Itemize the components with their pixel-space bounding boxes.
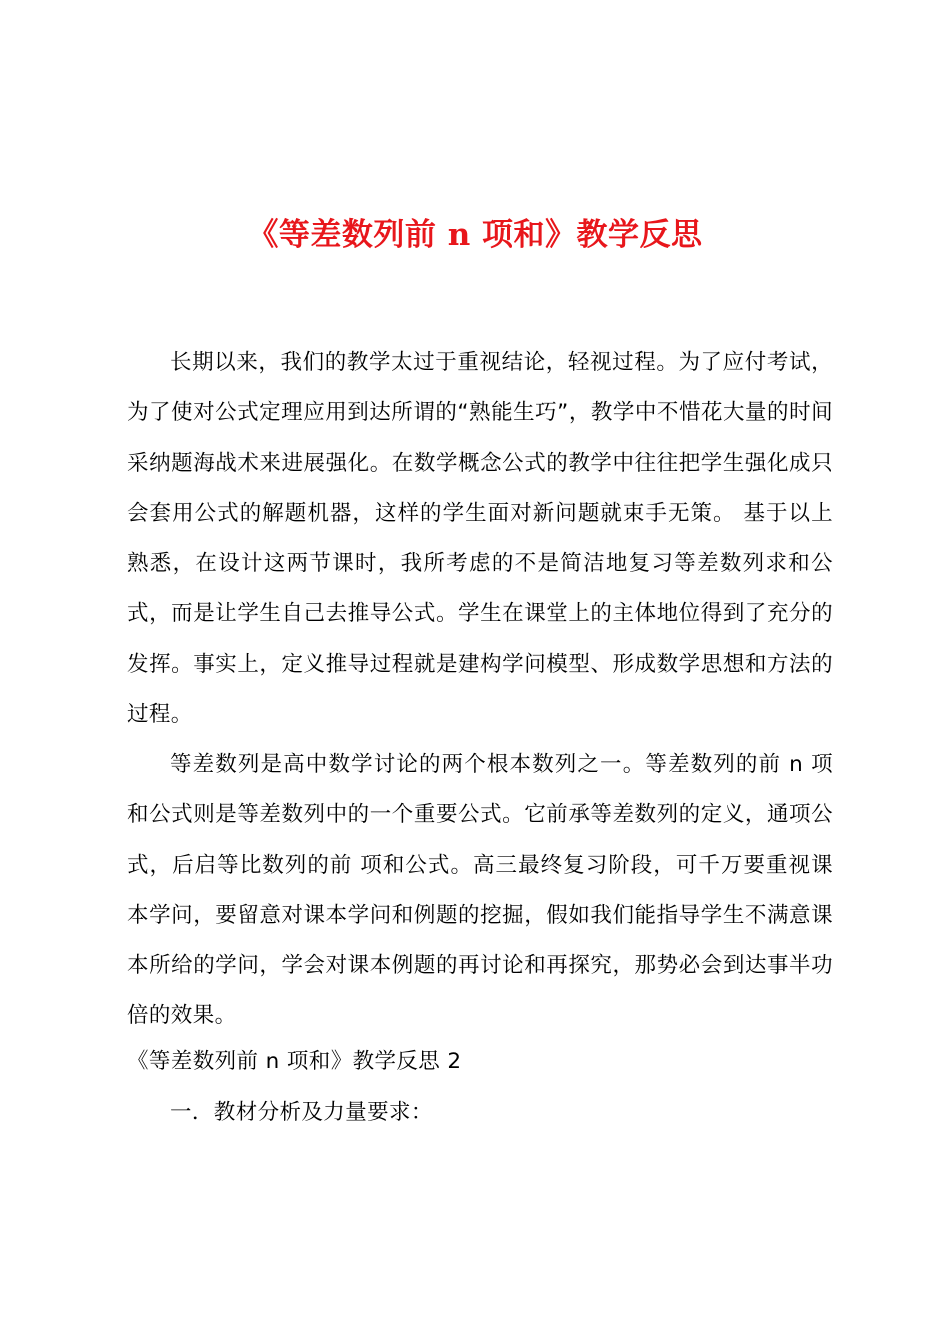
paragraph-1: 长期以来，我们的教学太过于重视结论，轻视过程。为了应付考试，为了使对公式定理应用到达所谓的“熟能生巧”，教学中不惜花大量的时间采纳题海战术来进展强化。在数学概念公式的教学中往往把学生强化成只会套用公式的解题机器，这样的学生面对新问题就束手无策。 基于以上熟悉，在设计这两节课时，我所考虑的不是简洁地复习等差数列求和公式，而是让学生自己去推导公式。学生在课堂上的主体地位得到了充分的发挥。事实上，定义推导过程就是建构学问模型、形成数学思想和方法的过程。 [127,350,833,728]
document-title: 《等差数列前 n 项和》教学反思 [247,217,703,253]
section-heading: 一．教材分析及力量要求： [170,1100,433,1125]
subtitle-2: 《等差数列前 n 项和》教学反思 2 [127,1049,462,1074]
paragraph-2: 等差数列是高中数学讨论的两个根本数列之一。等差数列的前 n 项和公式则是等差数列中的一个重要公式。它前承等差数列的定义，通项公式，后启等比数列的前 项和公式。高三最终复习阶段，可千万要重视课本学问，要留意对课本学问和例题的挖掘，假如我们能指导学生不满意课本所给的学问，学会对课本例题的再讨论和再探究，那势必会到达事半功倍的效果。 [127,752,833,1029]
